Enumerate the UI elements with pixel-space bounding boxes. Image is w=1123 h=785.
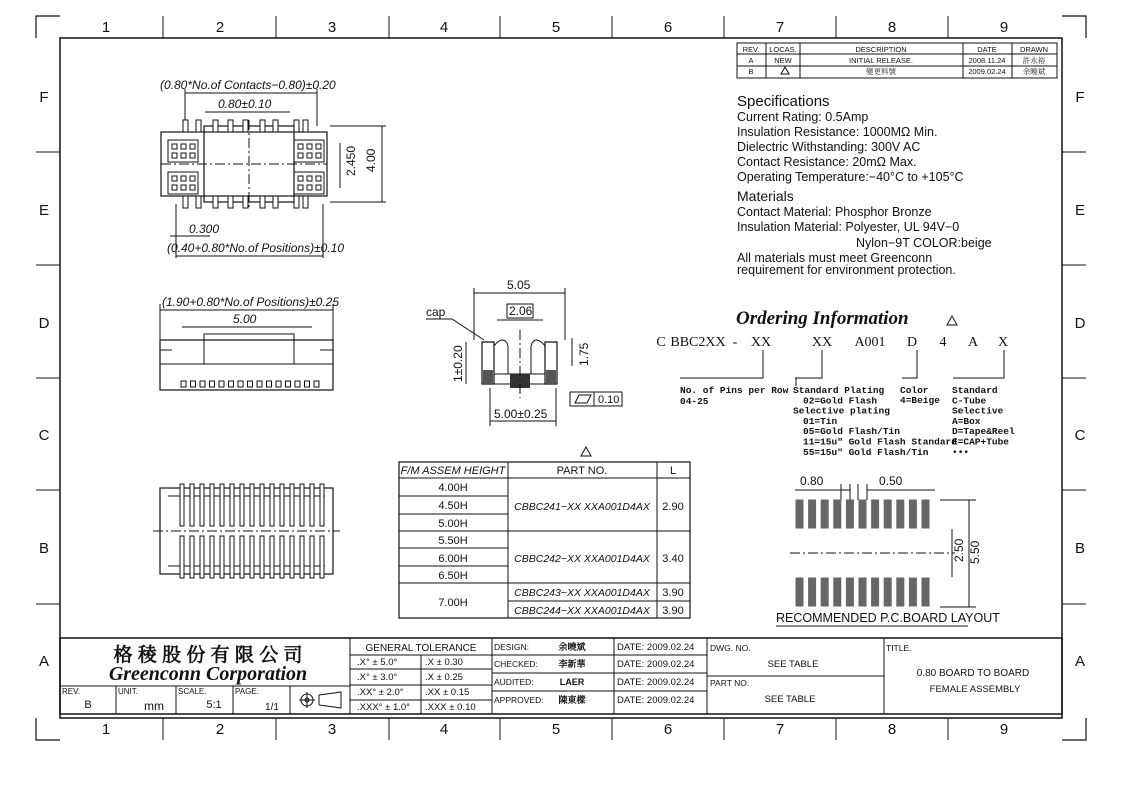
rev-cell: 變更料號 <box>866 67 896 76</box>
unit-value: mm <box>144 699 164 713</box>
tolerance-linear: .X ± 0.25 <box>425 672 463 683</box>
zone-row-right: F <box>1075 89 1085 106</box>
dim-pitch: 0.80±0.10 <box>218 97 272 111</box>
dim-top-formula: (0.80*No.of Contacts−0.80)±0.20 <box>160 78 336 92</box>
bottom-contact <box>270 536 274 578</box>
pad-hole <box>190 176 195 181</box>
zone-col-top: 9 <box>999 19 1009 36</box>
bottom-contact <box>310 536 314 578</box>
dim-side-formula: (1.90+0.80*No.of Positions)±0.25 <box>162 295 340 309</box>
bottom-contact <box>230 484 234 526</box>
pad-hole <box>307 176 312 181</box>
bottom-contact <box>310 484 314 526</box>
bottom-contact <box>240 536 244 578</box>
zone-col-top: 1 <box>101 19 111 36</box>
order-plating-line: 02=Gold Flash <box>803 395 878 407</box>
pcb-pad <box>922 578 929 606</box>
order-code-part: A <box>967 335 979 350</box>
tolerance-angle: .XX° ± 2.0° <box>357 687 404 698</box>
order-plating-line: 11=15u" Gold Flash Standard <box>803 436 957 448</box>
bottom-contact <box>180 484 184 526</box>
top-pin <box>273 196 278 208</box>
tolerance-title: GENERAL TOLERANCE <box>365 643 477 654</box>
part-number: CBBC242−XX XXA001D4AX <box>514 553 650 565</box>
role-label: AUDITED: <box>494 677 534 687</box>
pad-hole <box>190 153 195 158</box>
scale-label: SCALE. <box>178 687 207 696</box>
zone-row-left: D <box>38 315 50 332</box>
assem-height: 7.00H <box>438 597 468 609</box>
zone-col-top: 3 <box>327 19 337 36</box>
order-package-line: Selective <box>952 405 1004 417</box>
bottom-contact <box>250 484 254 526</box>
bottom-contact <box>200 484 204 526</box>
bottom-contact <box>320 536 324 578</box>
company-name-cn: 格 稜 股 份 有 限 公 司 <box>113 645 303 666</box>
side-slot <box>276 381 281 387</box>
pcb-pad <box>872 500 879 528</box>
pad-hole <box>316 176 321 181</box>
pad-hole <box>316 144 321 149</box>
top-pin <box>213 120 218 132</box>
cs-cap-label: cap <box>426 305 446 319</box>
zone-col-bottom: 3 <box>327 721 337 738</box>
top-pin <box>183 196 188 208</box>
order-code-part: A001 <box>854 335 886 350</box>
pad-hole <box>181 144 186 149</box>
rev-header: REV. <box>742 45 760 54</box>
part-label: PART NO. <box>710 678 750 688</box>
tolerance-linear: .XX ± 0.15 <box>425 687 470 698</box>
page-value: 1/1 <box>265 702 279 713</box>
spec-line: Current Rating: 0.5Amp <box>737 110 869 124</box>
part-number: CBBC241−XX XXA001D4AX <box>514 501 650 513</box>
order-pins-title: No. of Pins per Row <box>680 385 789 396</box>
specifications-block <box>737 93 992 277</box>
pad-hole <box>181 185 186 190</box>
pad-hole <box>172 144 177 149</box>
top-pin <box>213 196 218 208</box>
zone-row-right: B <box>1074 540 1086 557</box>
top-pin <box>196 196 201 208</box>
zone-col-bottom: 6 <box>663 721 673 738</box>
rev-cell: 余曉斌 <box>1022 67 1046 76</box>
tolerance-angle: .X° ± 5.0° <box>357 657 398 668</box>
rev-header: DATE <box>977 45 997 54</box>
bottom-contact <box>270 484 274 526</box>
title-label: TITLE. <box>886 643 912 653</box>
zone-col-top: 8 <box>887 19 897 36</box>
side-slot <box>267 381 272 387</box>
role-label: CHECKED: <box>494 659 538 669</box>
top-pad-cluster <box>168 140 198 162</box>
dim-side-500: 5.00 <box>233 312 257 326</box>
bottom-contact <box>220 484 224 526</box>
zone-col-bottom: 9 <box>999 721 1009 738</box>
pcb-dim-050: 0.50 <box>879 474 903 488</box>
material-line: requirement for environment protection. <box>737 263 956 277</box>
top-pin <box>294 120 299 132</box>
bottom-contact <box>220 536 224 578</box>
dim-2450: 2.450 <box>344 145 358 176</box>
pcb-pad <box>897 578 904 606</box>
order-code-part: XX <box>750 335 772 350</box>
role-name: LAER <box>559 677 585 687</box>
side-slot <box>295 381 300 387</box>
role-label: APPROVED: <box>494 695 544 705</box>
order-package-line: Standard <box>952 385 998 396</box>
cross-section-view <box>426 278 622 426</box>
projection-symbol-icon <box>299 692 341 708</box>
cs-dim-020: 1±0.20 <box>451 345 465 382</box>
pcb-pad <box>821 500 828 528</box>
pcb-pad <box>909 578 916 606</box>
cs-dim-500: 5.00±0.25 <box>494 407 548 421</box>
bottom-contact <box>290 536 294 578</box>
pcb-pad <box>909 500 916 528</box>
order-code-part: XX <box>811 335 833 350</box>
dwg-value: SEE TABLE <box>767 659 819 670</box>
zone-col-bottom: 2 <box>215 721 225 738</box>
rev-header: DRAWN <box>1019 45 1049 54</box>
pad-hole <box>298 185 303 190</box>
rev-header: DESCRIPTION <box>855 45 907 54</box>
rev-cell: A <box>748 56 754 65</box>
side-slot <box>305 381 310 387</box>
bottom-contact <box>230 536 234 578</box>
rev-cell: B <box>748 67 754 76</box>
tolerance-linear: .X ± 0.30 <box>425 657 463 668</box>
pcb-pad <box>809 578 816 606</box>
zone-col-top: 2 <box>215 19 225 36</box>
pcb-dim-550: 5.50 <box>968 540 982 564</box>
bottom-contact <box>280 484 284 526</box>
top-pin <box>243 120 248 132</box>
bottom-contact <box>320 484 324 526</box>
order-code-part: - <box>732 335 738 350</box>
company-name-en: Greenconn Corporation <box>108 663 308 685</box>
zone-row-left: B <box>38 540 50 557</box>
pad-hole <box>181 153 186 158</box>
drawing-title-line2: FEMALE ASSEMBLY <box>929 684 1021 695</box>
bottom-contact <box>180 536 184 578</box>
pcb-pad <box>834 500 841 528</box>
bottom-contact <box>240 484 244 526</box>
spec-line: Operating Temperature:−40°C to +105°C <box>737 170 964 184</box>
zone-row-right: D <box>1074 315 1086 332</box>
top-pin <box>260 120 265 132</box>
part-number-table <box>399 447 690 618</box>
zone-row-left: E <box>38 202 50 219</box>
pad-hole <box>307 144 312 149</box>
pad-hole <box>172 185 177 190</box>
order-code-part: BBC2XX <box>670 335 726 350</box>
pcb-pad <box>796 578 803 606</box>
material-line: Insulation Material: Polyester, UL 94V−0 <box>737 220 960 234</box>
part-number: CBBC243−XX XXA001D4AX <box>514 587 650 599</box>
bottom-contact <box>260 536 264 578</box>
materials-title: Materials <box>737 188 794 204</box>
specs-title: Specifications <box>737 93 830 110</box>
order-package-line: E=CAP+Tube <box>952 436 1010 448</box>
role-date: DATE: 2009.02.24 <box>617 677 695 688</box>
zone-row-left: C <box>38 427 50 444</box>
side-slot <box>314 381 319 387</box>
zone-col-bottom: 1 <box>101 721 111 738</box>
assem-height: 4.50H <box>438 500 468 512</box>
pad-hole <box>181 176 186 181</box>
order-plating-line: Selective plating <box>793 405 890 417</box>
material-line: Nylon−9T COLOR:beige <box>856 236 992 250</box>
zone-row-right: E <box>1074 202 1086 219</box>
bottom-contact <box>210 484 214 526</box>
zone-col-top: 6 <box>663 19 673 36</box>
pcb-pad <box>884 500 891 528</box>
pad-hole <box>298 176 303 181</box>
assem-height: 6.00H <box>438 553 468 565</box>
ordering-title: Ordering Information <box>736 308 909 329</box>
top-pad-cluster <box>294 172 324 194</box>
cs-flatness: 0.10 <box>598 394 620 406</box>
spec-line: Contact Resistance: 20mΩ Max. <box>737 155 917 169</box>
order-package-line: ••• <box>952 446 970 458</box>
top-pad-cluster <box>294 140 324 162</box>
cs-dim-175: 1.75 <box>577 342 591 366</box>
pcb-pad <box>846 578 853 606</box>
bottom-contact <box>210 536 214 578</box>
bottom-contact <box>300 484 304 526</box>
top-view <box>160 78 386 258</box>
side-slot <box>210 381 215 387</box>
spec-line: Insulation Resistance: 1000MΩ Min. <box>737 125 938 139</box>
role-name: 陳東樑 <box>558 695 586 705</box>
order-plating-line: 55=15u" Gold Flash/Tin <box>803 446 929 458</box>
pcb-pad <box>846 500 853 528</box>
role-name: 李新華 <box>558 659 586 669</box>
assem-height: 5.00H <box>438 518 468 530</box>
rev-cell: INITIAL RELEASE. <box>849 56 913 65</box>
tolerance-angle: .X° ± 3.0° <box>357 672 398 683</box>
rev-value: B <box>84 699 92 711</box>
part-value: SEE TABLE <box>764 694 816 705</box>
material-line: All materials must meet Greenconn <box>737 251 933 265</box>
title-block <box>60 638 1062 714</box>
order-package-line: A=Box <box>952 415 981 427</box>
pad-hole <box>172 176 177 181</box>
zone-col-top: 7 <box>775 19 785 36</box>
pcb-pad <box>859 578 866 606</box>
top-pin <box>273 120 278 132</box>
side-slot <box>286 381 291 387</box>
zone-row-right: A <box>1074 653 1086 670</box>
zone-col-top: 4 <box>439 19 449 36</box>
pcb-pad <box>796 500 803 528</box>
bottom-contact <box>190 536 194 578</box>
zone-row-right: C <box>1074 427 1086 444</box>
pad-hole <box>298 153 303 158</box>
rev-cell: 2009.02.24 <box>968 67 1006 76</box>
part-number: CBBC244−XX XXA001D4AX <box>514 605 650 617</box>
bottom-view <box>153 484 340 578</box>
assem-height: 6.50H <box>438 570 468 582</box>
order-color-line: Color <box>900 385 929 396</box>
role-date: DATE: 2009.02.24 <box>617 695 695 706</box>
table-header: F/M ASSEM HEIGHT <box>400 465 506 477</box>
order-color-line: 4=Beige <box>900 395 940 406</box>
rev-cell: 2008.11.24 <box>968 56 1006 65</box>
rev-cell: NEW <box>774 56 792 65</box>
pad-hole <box>307 153 312 158</box>
pcb-dim-080: 0.80 <box>800 474 824 488</box>
spec-line: Dielectric Withstanding: 300V AC <box>737 140 921 154</box>
rev-header: LOCAS. <box>769 45 797 54</box>
pad-hole <box>316 185 321 190</box>
rev-cell: 許永裕 <box>1022 56 1046 65</box>
drawing-title-line1: 0.80 BOARD TO BOARD <box>916 668 1030 679</box>
side-slot <box>219 381 224 387</box>
tolerance-linear: .XXX ± 0.10 <box>425 702 476 713</box>
zone-col-bottom: 8 <box>887 721 897 738</box>
role-date: DATE: 2009.02.24 <box>617 642 695 653</box>
side-view <box>160 295 339 390</box>
ordering-information <box>656 308 1015 458</box>
pcb-title: RECOMMENDED P.C.BOARD LAYOUT <box>776 611 1000 625</box>
top-pin <box>303 120 308 132</box>
pcb-pad <box>872 578 879 606</box>
order-package-line: D=Tape&Reel <box>952 426 1015 438</box>
side-slot <box>181 381 186 387</box>
order-plating-line: 01=Tin <box>803 415 838 427</box>
role-date: DATE: 2009.02.24 <box>617 659 695 670</box>
top-pin <box>243 196 248 208</box>
bottom-contact <box>300 536 304 578</box>
rev-label: REV. <box>62 687 80 696</box>
table-header: L <box>669 465 677 477</box>
pcb-pad <box>922 500 929 528</box>
order-plating-line: 05=Gold Flash/Tin <box>803 426 900 438</box>
bottom-contact <box>260 484 264 526</box>
cs-dim-206: 2.06 <box>509 304 533 318</box>
top-pin <box>183 120 188 132</box>
zone-col-bottom: 5 <box>551 721 561 738</box>
top-pin <box>228 120 233 132</box>
bottom-contact <box>200 536 204 578</box>
pcb-pad <box>834 578 841 606</box>
tolerance-angle: .XXX° ± 1.0° <box>357 702 410 713</box>
top-pin <box>303 196 308 208</box>
page-label: PAGE. <box>235 687 259 696</box>
pad-hole <box>316 153 321 158</box>
order-code-part: 4 <box>939 335 947 350</box>
l-value: 2.90 <box>662 501 684 513</box>
assem-height: 4.00H <box>438 482 468 494</box>
cs-dim-505: 5.05 <box>507 278 531 292</box>
side-slot <box>248 381 253 387</box>
material-line: Contact Material: Phosphor Bronze <box>737 205 932 219</box>
top-pin <box>260 196 265 208</box>
pcb-pad <box>821 578 828 606</box>
order-package-line: C-Tube <box>952 395 987 407</box>
order-plating-line: Standard Plating <box>793 385 885 396</box>
pad-hole <box>307 185 312 190</box>
table-header: PART NO. <box>556 465 608 477</box>
side-slot <box>200 381 205 387</box>
l-value: 3.90 <box>662 605 684 617</box>
pad-hole <box>172 153 177 158</box>
dim-bottom-formula: (0.40+0.80*No.of Positions)±0.10 <box>167 241 345 255</box>
order-code-part: X <box>997 335 1009 350</box>
role-label: DESIGN: <box>494 642 529 652</box>
pcb-pad <box>859 500 866 528</box>
top-pin <box>294 196 299 208</box>
pad-hole <box>190 144 195 149</box>
bottom-contact <box>250 536 254 578</box>
pad-hole <box>298 144 303 149</box>
order-code-part: D <box>906 335 918 350</box>
dwg-label: DWG. NO. <box>710 643 751 653</box>
revision-table <box>737 43 1057 78</box>
role-name: 余曉斌 <box>558 642 586 652</box>
pcb-pad <box>809 500 816 528</box>
dim-400: 4.00 <box>364 148 378 172</box>
zone-row-left: F <box>39 89 49 106</box>
pad-hole <box>190 185 195 190</box>
zone-row-left: A <box>38 653 50 670</box>
order-pins-range: 04-25 <box>680 396 709 407</box>
order-code-part: C <box>656 335 666 350</box>
top-pin <box>196 120 201 132</box>
dim-0300: 0.300 <box>189 222 220 236</box>
top-pad-cluster <box>168 172 198 194</box>
pcb-pad <box>897 500 904 528</box>
side-slot <box>229 381 234 387</box>
zone-col-top: 5 <box>551 19 561 36</box>
scale-value: 5:1 <box>206 699 222 711</box>
bottom-contact <box>290 484 294 526</box>
bottom-contact <box>190 484 194 526</box>
side-slot <box>257 381 262 387</box>
side-slot <box>191 381 196 387</box>
l-value: 3.90 <box>662 587 684 599</box>
bottom-contact <box>280 536 284 578</box>
top-pin <box>228 196 233 208</box>
zone-col-bottom: 4 <box>439 721 449 738</box>
l-value: 3.40 <box>662 553 684 565</box>
assem-height: 5.50H <box>438 535 468 547</box>
pcb-pad <box>884 578 891 606</box>
zone-col-bottom: 7 <box>775 721 785 738</box>
side-slot <box>238 381 243 387</box>
pcb-layout <box>776 474 1000 626</box>
pcb-dim-250: 2.50 <box>952 538 966 562</box>
unit-label: UNIT. <box>118 687 138 696</box>
